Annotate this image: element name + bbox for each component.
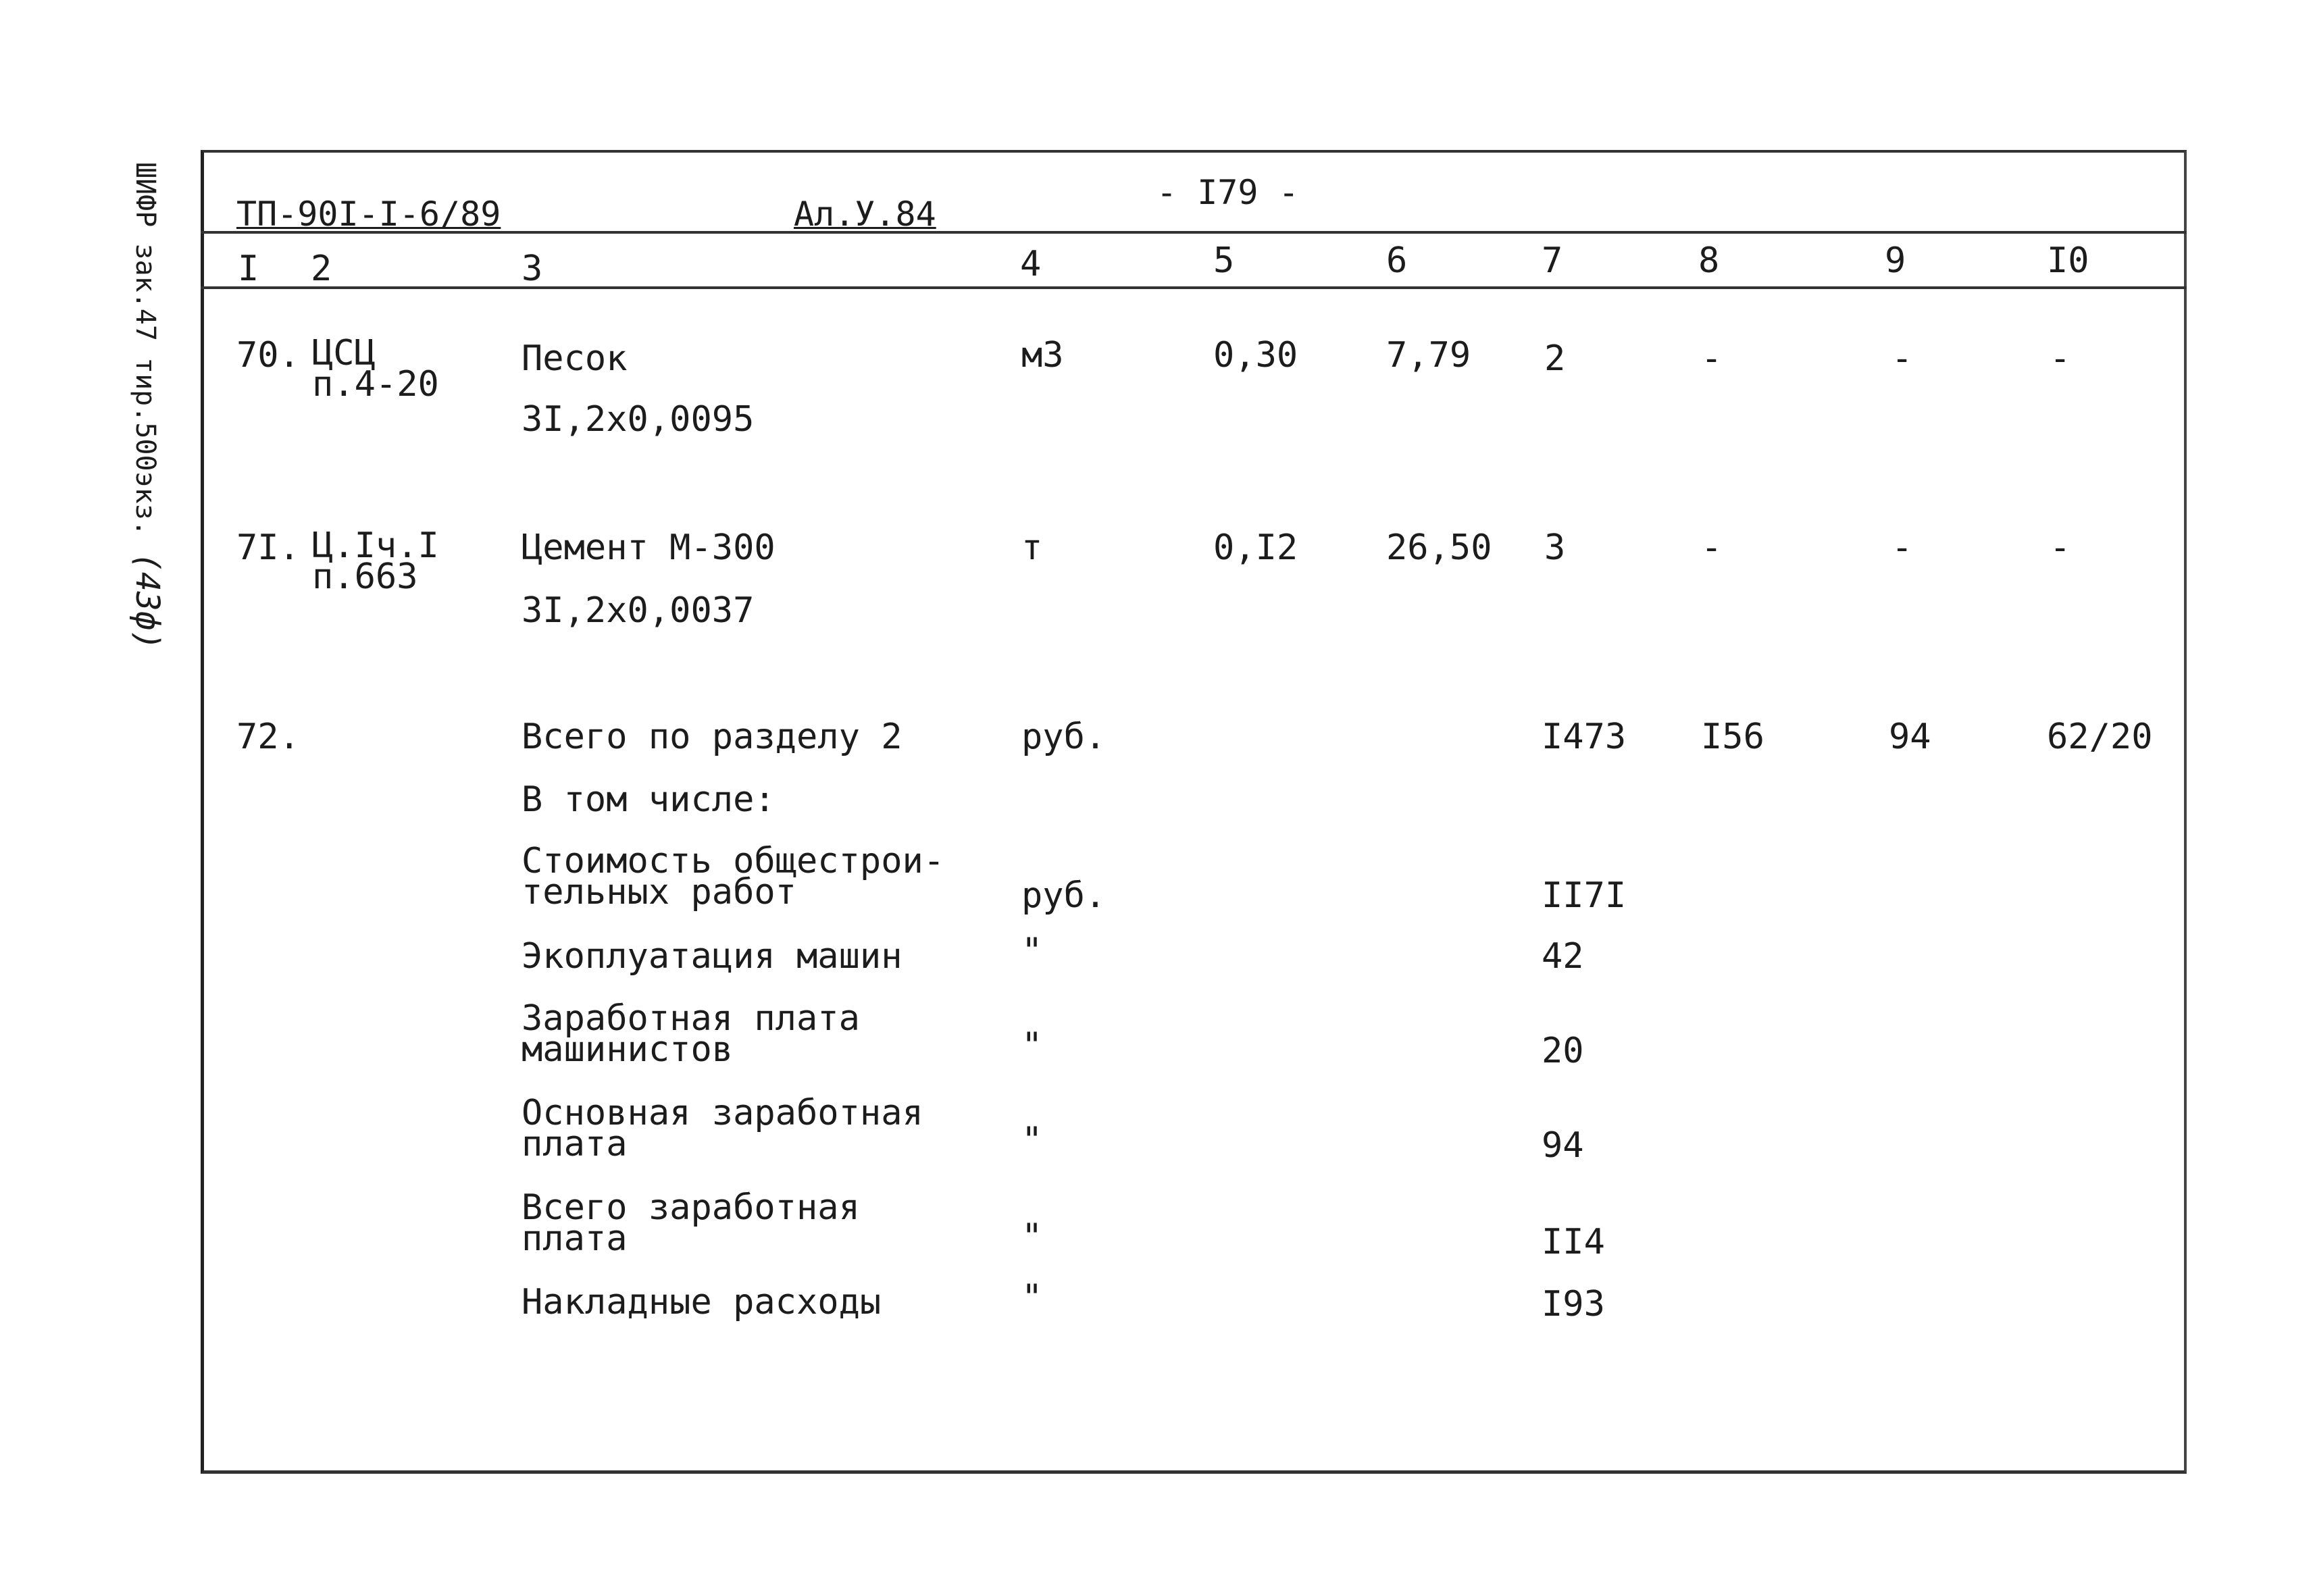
- row-reference: Ц.Iч.I п.663: [312, 525, 439, 597]
- page-number: - I79 -: [1156, 173, 1299, 212]
- breakdown-unit: ": [1021, 1277, 1043, 1318]
- col-header-1: I: [238, 249, 259, 289]
- col-header-10: I0: [2047, 240, 2089, 281]
- col-header-7: 7: [1542, 240, 1563, 281]
- row-number: 70.: [236, 335, 300, 376]
- row-col10: 62/20: [2047, 717, 2153, 757]
- col-header-4: 4: [1020, 244, 1042, 284]
- document-frame: [201, 150, 2187, 1474]
- breakdown-value: 20: [1542, 1031, 1584, 1071]
- breakdown-unit: ": [1021, 1120, 1043, 1160]
- breakdown-unit: ": [1021, 1216, 1043, 1257]
- row-col10: -: [2050, 527, 2071, 568]
- col-header-5: 5: [1213, 240, 1235, 281]
- row-total: 2: [1544, 338, 1566, 379]
- row-col9: -: [1891, 338, 1913, 379]
- breakdown-value: 94: [1542, 1125, 1584, 1166]
- subtotal-heading: В том числе:: [522, 779, 776, 820]
- breakdown-label: Всего заработная плата: [522, 1187, 860, 1259]
- row-unit: т: [1021, 527, 1043, 568]
- doc-code: ТП-90I-I-6/89: [236, 195, 501, 234]
- breakdown-label: Накладные расходы: [522, 1282, 882, 1322]
- side-note-bottom: (43ф): [128, 552, 166, 650]
- album-code: Ал.У.84: [794, 195, 936, 234]
- row-col10: -: [2050, 338, 2071, 379]
- row-number: 72.: [236, 717, 300, 757]
- col-header-8: 8: [1698, 240, 1720, 281]
- row-calc: 3I,2х0,0037: [522, 590, 755, 631]
- row-unit: руб.: [1021, 717, 1107, 757]
- row-price: 26,50: [1386, 527, 1492, 568]
- row-reference: ЦСЦ п.4-20: [312, 333, 439, 405]
- col-header-6: 6: [1386, 240, 1408, 281]
- row-price: 7,79: [1386, 335, 1471, 376]
- row-unit: м3: [1021, 335, 1064, 376]
- breakdown-unit: ": [1021, 931, 1043, 971]
- breakdown-label: Основная заработная плата: [522, 1093, 923, 1164]
- side-note-top: ШИФР зак.47 тир.500экз.: [130, 162, 161, 536]
- breakdown-value: I93: [1542, 1284, 1605, 1324]
- row-col9: -: [1891, 527, 1913, 568]
- breakdown-label: Экоплуатация машин: [522, 936, 903, 977]
- breakdown-value: II4: [1542, 1222, 1605, 1262]
- row-col8: -: [1701, 338, 1723, 379]
- row-col9: 94: [1889, 717, 1931, 757]
- row-name: Песок: [522, 338, 628, 379]
- breakdown-label: Стоимость общестрои- тельных работ: [522, 841, 945, 912]
- row-total: 3: [1544, 527, 1566, 568]
- row-qty: 0,I2: [1213, 527, 1298, 568]
- row-total: I473: [1542, 717, 1627, 757]
- row-name: Всего по разделу 2: [522, 717, 903, 757]
- breakdown-label: Заработная плата машинистов: [522, 998, 860, 1070]
- row-calc: 3I,2х0,0095: [522, 399, 755, 440]
- breakdown-unit: ": [1021, 1025, 1043, 1066]
- row-col8: -: [1701, 527, 1723, 568]
- row-qty: 0,30: [1213, 335, 1298, 376]
- row-col8: I56: [1701, 717, 1764, 757]
- row-name: Цемент М-300: [522, 527, 776, 568]
- col-header-2: 2: [311, 249, 332, 289]
- breakdown-unit: руб.: [1021, 875, 1107, 916]
- breakdown-value: 42: [1542, 936, 1584, 977]
- row-number: 7I.: [236, 527, 300, 568]
- column-header-rule: [201, 286, 2187, 289]
- breakdown-value: II7I: [1542, 875, 1627, 916]
- side-annotation: [107, 162, 166, 650]
- col-header-3: 3: [522, 249, 543, 289]
- col-header-9: 9: [1885, 240, 1906, 281]
